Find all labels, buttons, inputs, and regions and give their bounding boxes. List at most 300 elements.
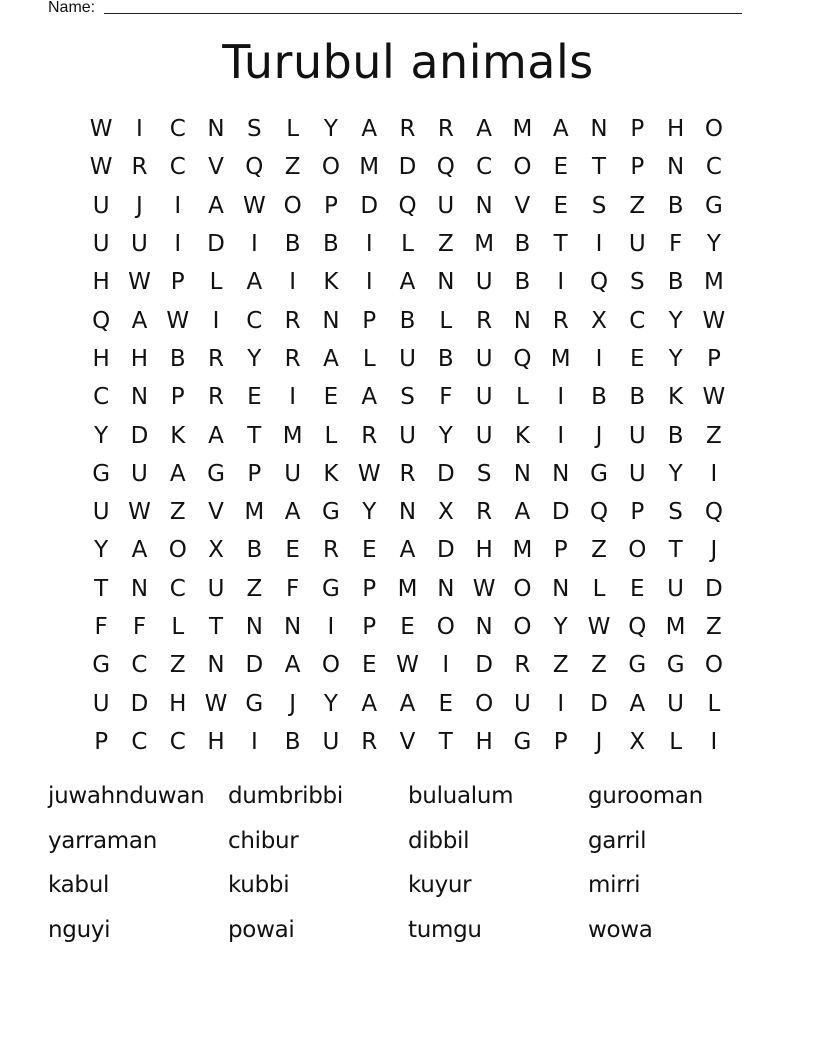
grid-letter: C xyxy=(169,154,186,181)
grid-letter: Z xyxy=(706,614,722,640)
grid-letter: B xyxy=(667,269,684,296)
grid-letter: G xyxy=(322,575,340,602)
grid-letter: N xyxy=(666,154,685,181)
grid-letter: Z xyxy=(591,652,607,679)
grid-letter: P xyxy=(170,269,185,296)
grid-letter: I xyxy=(557,690,565,717)
grid-letter: M xyxy=(550,345,571,372)
grid-letter: D xyxy=(360,192,379,219)
grid-letter: U xyxy=(131,231,148,258)
grid-letter: R xyxy=(399,460,416,487)
grid-letter: U xyxy=(399,345,416,372)
grid-letter: B xyxy=(437,345,454,372)
grid-letter: D xyxy=(130,422,149,449)
grid-letter: W xyxy=(89,116,113,143)
grid-letter: R xyxy=(322,537,339,564)
grid-letter: Y xyxy=(706,231,721,258)
grid-letter: M xyxy=(665,614,686,640)
grid-letter: D xyxy=(436,460,455,487)
grid-letter: R xyxy=(437,116,454,143)
word-list-item: gurooman xyxy=(588,783,703,809)
grid-letter: R xyxy=(361,422,378,449)
grid-letter: C xyxy=(476,154,493,181)
grid-letter: M xyxy=(397,575,418,602)
grid-letter: B xyxy=(514,269,531,296)
grid-letter: R xyxy=(514,652,531,679)
name-field xyxy=(48,0,742,18)
grid-letter: S xyxy=(476,460,492,487)
grid-letter: U xyxy=(475,345,493,372)
grid-letter: D xyxy=(398,154,417,181)
grid-letter: B xyxy=(667,422,684,449)
grid-letter: E xyxy=(247,384,262,411)
grid-letter: N xyxy=(590,116,608,143)
grid-letter: V xyxy=(399,728,416,755)
grid-letter: F xyxy=(94,614,108,640)
grid-letter: V xyxy=(514,192,531,219)
grid-letter: R xyxy=(361,728,378,755)
grid-letter: U xyxy=(437,192,455,219)
grid-letter: I xyxy=(136,116,143,143)
grid-letter: H xyxy=(169,690,187,717)
grid-letter: W xyxy=(702,307,726,334)
grid-letter: D xyxy=(207,231,225,258)
grid-letter: A xyxy=(361,690,378,717)
grid-letter: N xyxy=(475,614,493,640)
grid-letter: I xyxy=(365,269,373,296)
grid-letter: J xyxy=(136,192,143,219)
grid-letter: E xyxy=(400,614,415,640)
grid-letter: T xyxy=(553,231,568,258)
grid-letter: C xyxy=(246,307,263,334)
grid-letter: E xyxy=(323,384,339,411)
grid-letter: O xyxy=(704,116,723,143)
grid-letter: K xyxy=(323,460,339,487)
grid-letter: O xyxy=(704,652,723,679)
grid-letter: G xyxy=(590,460,608,487)
grid-letter: X xyxy=(629,728,646,755)
grid-letter: Z xyxy=(169,652,186,679)
grid-letter: A xyxy=(284,652,301,679)
grid-letter: W xyxy=(242,192,266,219)
grid-letter: X xyxy=(591,307,607,334)
grid-letter: A xyxy=(361,384,378,411)
grid-letter: C xyxy=(169,728,186,755)
grid-letter: B xyxy=(323,231,339,258)
grid-letter: Y xyxy=(323,116,338,143)
grid-letter: I xyxy=(710,460,718,487)
grid-letter: G xyxy=(92,460,111,487)
grid-letter: P xyxy=(362,575,377,602)
grid-letter: I xyxy=(327,614,335,640)
grid-letter: U xyxy=(322,728,340,755)
grid-letter: W xyxy=(357,460,381,487)
grid-letter: I xyxy=(557,384,565,411)
grid-letter: N xyxy=(207,652,225,679)
grid-letter: P xyxy=(630,499,645,526)
grid-letter: I xyxy=(557,269,565,296)
grid-letter: U xyxy=(284,460,302,487)
grid-letter: Z xyxy=(169,499,186,526)
grid-letter: Z xyxy=(706,422,722,449)
grid-letter: U xyxy=(475,384,493,411)
grid-letter: J xyxy=(289,690,297,717)
grid-letter: P xyxy=(362,614,377,640)
word-list-item: kuyur xyxy=(408,872,472,898)
grid-letter: W xyxy=(204,690,228,717)
grid-letter: P xyxy=(323,192,338,219)
grid-letter: W xyxy=(587,614,611,640)
grid-letter: Q xyxy=(589,499,609,526)
grid-letter: G xyxy=(666,652,685,679)
grid-letter: R xyxy=(399,116,416,143)
grid-letter: K xyxy=(170,422,186,449)
grid-letter: N xyxy=(552,460,570,487)
grid-letter: R xyxy=(131,154,148,181)
grid-letter: I xyxy=(595,345,603,372)
grid-letter: G xyxy=(92,652,111,679)
grid-letter: C xyxy=(629,307,646,334)
grid-letter: A xyxy=(131,307,148,334)
grid-letter: L xyxy=(286,116,300,143)
grid-letter: I xyxy=(250,728,258,755)
grid-letter: R xyxy=(476,307,493,334)
grid-letter: B xyxy=(629,384,646,411)
grid-letter: Q xyxy=(245,154,264,181)
grid-letter: U xyxy=(628,422,646,449)
grid-letter: C xyxy=(169,116,186,143)
grid-letter: W xyxy=(702,384,726,411)
grid-letter: Y xyxy=(553,614,568,640)
grid-letter: P xyxy=(170,384,185,411)
grid-letter: Y xyxy=(94,422,109,449)
grid-letter: K xyxy=(323,269,339,296)
grid-letter: K xyxy=(668,384,684,411)
grid-letter: U xyxy=(628,231,646,258)
grid-letter: A xyxy=(284,499,301,526)
grid-letter: L xyxy=(707,690,721,717)
grid-letter: I xyxy=(174,231,182,258)
grid-letter: V xyxy=(208,499,224,526)
grid-letter: E xyxy=(553,154,568,181)
grid-letter: P xyxy=(630,154,645,181)
grid-letter: O xyxy=(168,537,187,564)
grid-letter: B xyxy=(284,728,301,755)
grid-letter: P xyxy=(94,728,109,755)
grid-letter: N xyxy=(130,575,149,602)
grid-letter: H xyxy=(92,345,110,372)
grid-letter: G xyxy=(207,460,225,487)
grid-letter: O xyxy=(283,192,302,219)
grid-letter: H xyxy=(130,345,149,372)
grid-letter: W xyxy=(472,575,496,602)
grid-letter: L xyxy=(362,345,376,372)
grid-letter: Q xyxy=(513,345,532,372)
grid-letter: P xyxy=(362,307,377,334)
grid-letter: F xyxy=(132,614,147,640)
grid-letter: U xyxy=(667,575,685,602)
grid-letter: A xyxy=(399,690,416,717)
grid-letter: L xyxy=(171,614,185,640)
grid-letter: O xyxy=(513,614,532,640)
grid-letter: Q xyxy=(704,499,723,526)
grid-letter: D xyxy=(130,690,149,717)
grid-letter: U xyxy=(399,422,416,449)
grid-letter: D xyxy=(245,652,264,679)
grid-letter: S xyxy=(247,116,262,143)
grid-letter: B xyxy=(667,192,684,219)
grid-letter: B xyxy=(284,231,301,258)
grid-letter: H xyxy=(207,728,225,755)
grid-letter: I xyxy=(289,269,297,296)
grid-letter: L xyxy=(209,269,223,296)
grid-letter: Q xyxy=(92,307,111,334)
grid-letter: X xyxy=(208,537,224,564)
grid-letter: I xyxy=(250,231,258,258)
grid-letter: H xyxy=(92,269,110,296)
word-list-item: wowa xyxy=(588,916,653,943)
grid-letter: G xyxy=(245,690,264,717)
grid-letter: F xyxy=(439,384,453,411)
grid-letter: U xyxy=(92,192,110,219)
grid-letter: M xyxy=(282,422,303,449)
grid-letter: N xyxy=(552,575,570,602)
grid-letter: R xyxy=(284,307,301,334)
grid-letter: R xyxy=(208,384,225,411)
grid-letter: Z xyxy=(591,537,607,564)
grid-letter: L xyxy=(324,422,338,449)
grid-letter: B xyxy=(246,537,263,564)
grid-letter: U xyxy=(475,422,493,449)
grid-letter: Q xyxy=(589,269,609,296)
grid-letter: N xyxy=(322,307,340,334)
grid-letter: U xyxy=(92,690,110,717)
grid-letter: V xyxy=(208,154,224,181)
grid-letter: A xyxy=(476,116,492,143)
grid-letter: G xyxy=(322,499,340,526)
grid-letter: S xyxy=(400,384,415,411)
grid-letter: M xyxy=(703,269,724,296)
grid-letter: T xyxy=(94,575,109,602)
grid-letter: Y xyxy=(668,460,683,487)
grid-letter: Z xyxy=(246,575,263,602)
grid-letter: R xyxy=(284,345,301,372)
grid-letter: H xyxy=(475,537,493,564)
grid-letter: M xyxy=(359,154,380,181)
name-label: Name: xyxy=(48,0,96,16)
grid-letter: M xyxy=(512,116,533,143)
grid-letter: E xyxy=(553,192,568,219)
grid-letter: L xyxy=(516,384,529,411)
grid-letter: B xyxy=(399,307,416,334)
grid-letter: N xyxy=(284,614,302,640)
grid-letter: G xyxy=(704,192,723,219)
grid-letter: Y xyxy=(323,690,338,717)
grid-letter: N xyxy=(513,460,532,487)
grid-letter: I xyxy=(710,728,718,755)
grid-letter: E xyxy=(361,652,377,679)
word-list-item: yarraman xyxy=(48,827,157,854)
grid-letter: P xyxy=(630,116,645,143)
grid-letter: D xyxy=(475,652,493,679)
grid-letter: A xyxy=(361,116,378,143)
grid-letter: E xyxy=(630,575,645,602)
grid-letter: P xyxy=(553,537,568,564)
word-list-item: bulualum xyxy=(408,783,514,809)
grid-letter: N xyxy=(130,384,149,411)
letter-grid xyxy=(82,110,733,761)
grid-letter: U xyxy=(513,690,531,717)
grid-letter: C xyxy=(705,154,722,181)
grid-letter: J xyxy=(595,422,603,449)
grid-letter: D xyxy=(551,499,570,526)
grid-letter: E xyxy=(361,537,377,564)
word-list-item: juwahnduwan xyxy=(48,783,205,809)
word-list-item: tumgu xyxy=(408,916,482,943)
word-list-item: dibbil xyxy=(408,827,470,854)
grid-letter: P xyxy=(247,460,262,487)
grid-letter: H xyxy=(475,728,493,755)
word-list-item: kubbi xyxy=(228,872,290,898)
grid-letter: P xyxy=(706,345,721,372)
grid-letter: Z xyxy=(284,154,301,181)
grid-letter: Y xyxy=(94,537,109,564)
grid-letter: H xyxy=(666,116,685,143)
grid-letter: A xyxy=(514,499,531,526)
grid-letter: T xyxy=(668,537,683,564)
grid-letter: N xyxy=(437,269,455,296)
grid-letter: Y xyxy=(362,499,377,526)
grid-letter: J xyxy=(595,728,603,755)
grid-letter: C xyxy=(169,575,186,602)
grid-letter: W xyxy=(166,307,190,334)
word-list-item: chibur xyxy=(228,827,299,854)
grid-letter: O xyxy=(475,690,494,717)
grid-letter: A xyxy=(246,269,263,296)
grid-letter: Z xyxy=(629,192,646,219)
grid-letter: S xyxy=(668,499,683,526)
grid-letter: O xyxy=(513,575,532,602)
grid-letter: Q xyxy=(436,154,455,181)
grid-letter: Y xyxy=(438,422,453,449)
grid-letter: R xyxy=(476,499,493,526)
word-list-item: mirri xyxy=(588,872,641,898)
grid-letter: A xyxy=(552,116,569,143)
grid-letter: B xyxy=(514,231,531,258)
word-list-item: garril xyxy=(588,827,647,854)
grid-letter: Z xyxy=(552,652,569,679)
grid-letter: C xyxy=(93,384,110,411)
grid-letter: K xyxy=(514,422,530,449)
grid-letter: U xyxy=(207,575,225,602)
grid-letter: U xyxy=(628,460,646,487)
grid-letter: N xyxy=(475,192,493,219)
grid-letter: A xyxy=(629,690,646,717)
grid-letter: E xyxy=(285,537,300,564)
grid-letter: A xyxy=(131,537,148,564)
word-list-item: powai xyxy=(228,916,295,943)
grid-letter: I xyxy=(174,192,182,219)
grid-letter: W xyxy=(396,652,419,679)
grid-letter: A xyxy=(169,460,186,487)
grid-letter: G xyxy=(628,652,647,679)
grid-letter: R xyxy=(552,307,569,334)
grid-letter: M xyxy=(474,231,495,258)
grid-letter: I xyxy=(365,231,373,258)
grid-letter: S xyxy=(591,192,607,219)
grid-letter: P xyxy=(553,728,568,755)
grid-letter: W xyxy=(128,499,151,526)
grid-letter: E xyxy=(438,690,454,717)
grid-letter: E xyxy=(630,345,645,372)
grid-letter: D xyxy=(705,575,723,602)
grid-letter: R xyxy=(208,345,225,372)
grid-letter: I xyxy=(595,231,603,258)
grid-letter: J xyxy=(710,537,718,564)
grid-letter: T xyxy=(247,422,262,449)
grid-letter: N xyxy=(437,575,455,602)
grid-letter: T xyxy=(591,154,607,181)
grid-letter: B xyxy=(169,345,186,372)
grid-letter: A xyxy=(208,422,224,449)
grid-letter: Y xyxy=(668,307,683,334)
grid-letter: I xyxy=(289,384,297,411)
grid-letter: F xyxy=(286,575,300,602)
grid-letter: L xyxy=(439,307,453,334)
grid-letter: L xyxy=(592,575,606,602)
grid-letter: I xyxy=(442,652,450,679)
grid-letter: N xyxy=(245,614,263,640)
page-title: Turubul animals xyxy=(222,35,594,89)
grid-letter: N xyxy=(207,116,225,143)
grid-letter: I xyxy=(212,307,220,334)
grid-letter: A xyxy=(399,537,416,564)
grid-letter: Q xyxy=(398,192,417,219)
grid-letter: O xyxy=(436,614,455,640)
grid-letter: L xyxy=(401,231,414,258)
grid-letter: O xyxy=(513,154,532,181)
grid-letter: B xyxy=(591,384,607,411)
grid-letter: I xyxy=(557,422,565,449)
word-list-item: dumbribbi xyxy=(228,783,343,809)
word-list-item: nguyi xyxy=(48,916,111,943)
grid-letter: N xyxy=(398,499,417,526)
grid-letter: O xyxy=(321,652,340,679)
grid-letter: L xyxy=(669,728,683,755)
grid-letter: F xyxy=(668,231,683,258)
grid-letter: O xyxy=(628,537,647,564)
grid-letter: A xyxy=(323,345,339,372)
grid-letter: A xyxy=(399,269,416,296)
grid-letter: D xyxy=(590,690,608,717)
grid-letter: A xyxy=(208,192,224,219)
grid-letter: U xyxy=(92,231,110,258)
grid-letter: D xyxy=(436,537,455,564)
grid-letter: Q xyxy=(628,614,647,640)
grid-letter: T xyxy=(209,614,224,640)
grid-letter: W xyxy=(128,269,151,296)
grid-letter: Y xyxy=(247,345,262,372)
grid-letter: T xyxy=(438,728,453,755)
grid-letter: X xyxy=(437,499,454,526)
grid-letter: G xyxy=(513,728,532,755)
grid-letter: N xyxy=(513,307,532,334)
word-list-item: kabul xyxy=(48,872,110,898)
grid-letter: U xyxy=(131,460,148,487)
grid-letter: C xyxy=(131,728,148,755)
grid-letter: W xyxy=(89,154,113,181)
grid-letter: O xyxy=(321,154,340,181)
